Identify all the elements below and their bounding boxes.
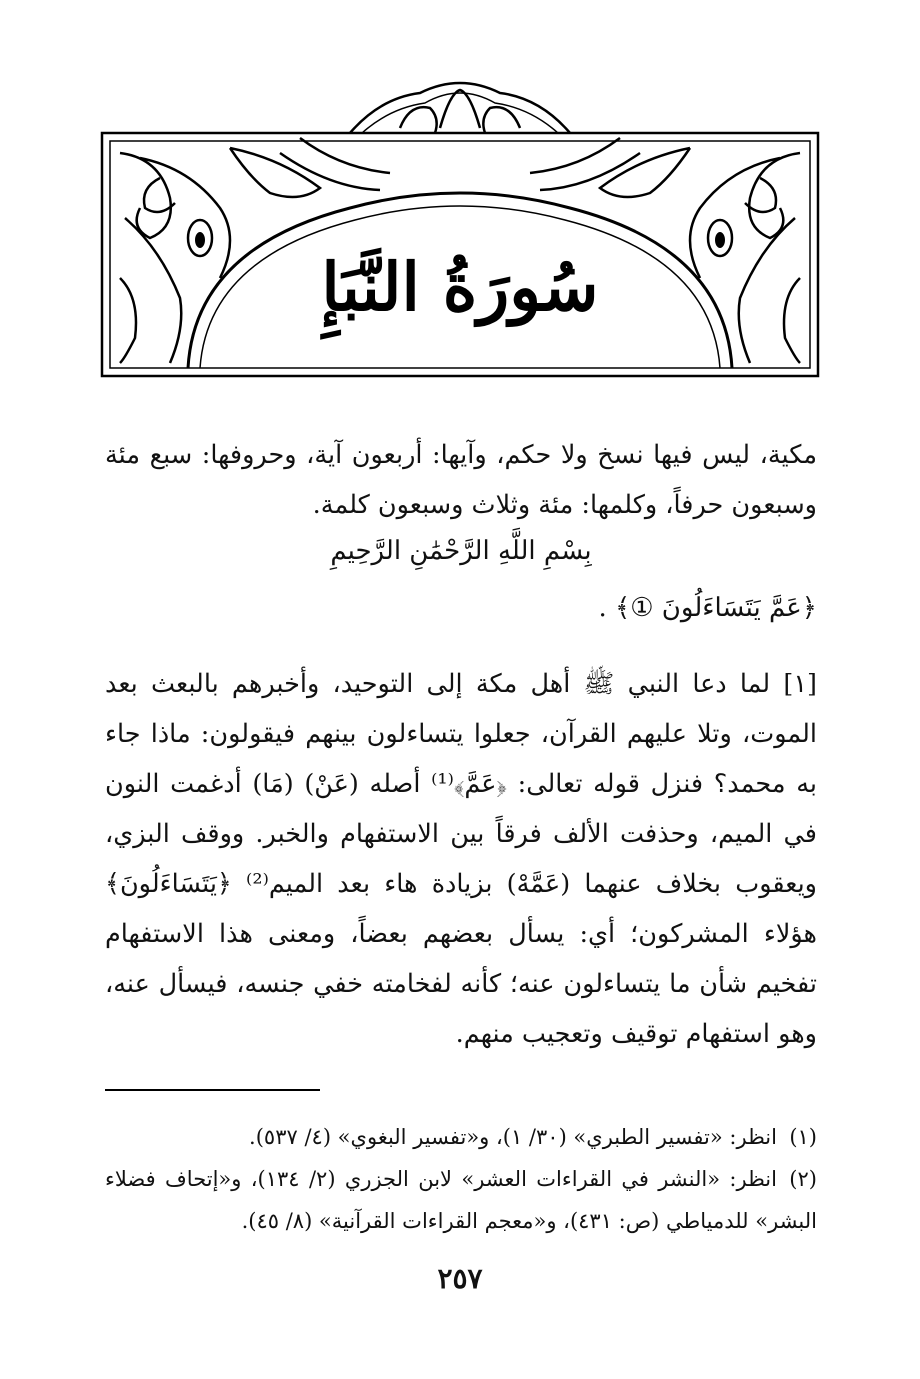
footnote-text: انظر: «النشر في القراءات العشر» لابن الجزري (٢/ ١٣٤)، و«إتحاف فضلاء البشر» للدمياطي (ص: ٤٣١)، و«معجم القراءات القرآنية» (٨/ ٤٥). xyxy=(105,1167,817,1233)
ayah-verse: ﴿عَمَّ يَتَسَاءَلُونَ ①﴾ . xyxy=(598,593,817,623)
footnote-1 xyxy=(105,1116,817,1158)
commentary-paragraph: [١] لما دعا النبي ﷺ أهل مكة إلى التوحيد، وأخبرهم بالبعث بعد الموت، وتلا عليهم القرآن، جعلوا يتساءلون بينهم فيقولون: ماذا جاء به محمد؟ فنزل قوله تعالى: ﴿عَمَّ﴾⁽¹⁾ أصله (عَنْ) (مَا) أدغمت النون في الميم، وحذفت الألف فرقاً بين الاستفهام والخبر. ووقف البزي، ويعقوب بخلاف عنهما (عَمَّهْ) بزيادة هاء بعد الميم⁽²⁾ ﴿يَتَسَاءَلُونَ﴾ هؤلاء المشركون؛ أي: يسأل بعضهم بعضاً، ومعنى هذا الاستفهام تفخيم شأن ما يتساءلون عنه؛ كأنه لفخامته خفي جنسه، فيسأل عنه، وهو استفهام توقيف وتعجيب منهم. xyxy=(105,669,817,1049)
page-number: ٢٥٧ xyxy=(437,1262,483,1295)
surah-intro: مكية، ليس فيها نسخ ولا حكم، وآيها: أربعون آية، وحروفها: سبع مئة وسبعون حرفاً، وكلمها: مئة وثلاث وسبعون كلمة. xyxy=(105,440,817,520)
footnote-number: (٢) xyxy=(789,1167,817,1191)
footnote-separator xyxy=(105,1089,320,1091)
footnote-text: انظر: «تفسير الطبري» (٣٠/ ١)، و«تفسير البغوي» (٤/ ٥٣٧). xyxy=(249,1125,777,1149)
footnote-2 xyxy=(105,1158,817,1242)
surah-title: سُورَةُ النَّبَإِ xyxy=(321,248,599,326)
surah-header-ornament xyxy=(100,78,820,378)
footnote-number: (١) xyxy=(789,1125,817,1149)
basmala: بِسْمِ اللَّهِ الرَّحْمَٰنِ الرَّحِيمِ xyxy=(330,536,592,566)
